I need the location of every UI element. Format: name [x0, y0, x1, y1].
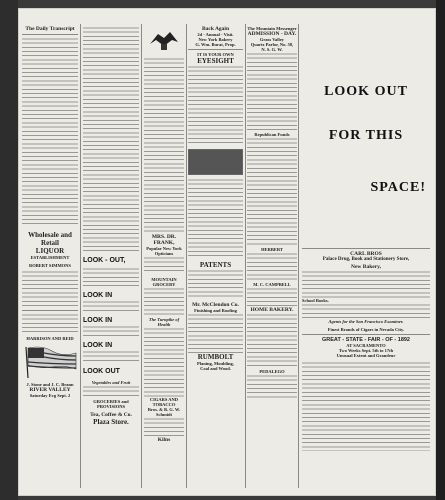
- liquor-word: LIQUOR: [35, 247, 65, 255]
- eyesight-heading: EYESIGHT: [197, 57, 234, 65]
- groceries-provisions: GROCERIES and PROVISIONS: [93, 399, 129, 409]
- article-text: [247, 52, 297, 132]
- ad-text: [83, 267, 139, 289]
- ad-text: [22, 270, 78, 308]
- space-ad: SPACE!: [370, 180, 426, 195]
- look-out-ad: LOOK OUT: [324, 84, 408, 99]
- kilns: Kilns: [157, 437, 171, 443]
- new-york-bakery: New York Bakery: [198, 37, 233, 42]
- ad-text: [144, 417, 184, 437]
- ad-text: [188, 269, 243, 299]
- column-2: [83, 26, 139, 488]
- republican-funds: Republican Funds: [254, 132, 290, 137]
- column-rule: [245, 24, 246, 488]
- finest-cigars: Finest Brands of Cigars in Nevada City.: [327, 327, 405, 332]
- agents-examiner: Agents for the San Francisco Examiner.: [328, 319, 404, 324]
- ad-text: [302, 270, 430, 298]
- column-6: [302, 26, 430, 488]
- campbell: M. C. CAMPBELL: [253, 282, 291, 287]
- scan-left-edge: [0, 0, 18, 500]
- state-fair: GREAT - STATE - FAIR - OF - 1892: [321, 337, 410, 343]
- column-rule: [186, 24, 187, 488]
- rumbolt: RUMBOLT: [197, 353, 234, 361]
- quartz-parlor: Quartz Parlor, No. 58,: [250, 42, 294, 47]
- article-text: [302, 361, 430, 451]
- column-rule: [298, 24, 299, 488]
- liquor-title: Wholesale and Retail: [28, 231, 72, 247]
- divider: [302, 334, 430, 335]
- article-text: [188, 178, 243, 258]
- two-weeks: Two Weeks Sept. 5th to 17th: [338, 348, 394, 353]
- article-text: [247, 137, 297, 247]
- mcclendon-co: Mr. McClendon Co.: [192, 302, 239, 308]
- ad-text: [83, 300, 139, 314]
- planing-moulding: Planing, Moulding,: [197, 361, 234, 366]
- newspaper-name: The Mountain Messenger: [247, 26, 297, 31]
- unusual-extent: Unusual Extent and Grandeur: [336, 353, 396, 358]
- column-5: [247, 26, 297, 488]
- column-4: [188, 26, 243, 488]
- patents-heading: PATENTS: [199, 261, 232, 269]
- its-your-own: IT IS YOUR OWN: [197, 52, 234, 57]
- liquor-establishment: ESTABLISHMENT: [30, 255, 70, 260]
- palace-drug: Palace Drug, Book and Stationery Store,: [322, 257, 410, 262]
- ad-text: [247, 313, 297, 369]
- tea-coffee: Tea, Coffee & Co.: [90, 412, 132, 418]
- divider: [188, 49, 243, 50]
- ad-text: [247, 287, 297, 307]
- plaza-store: Plaza Store.: [93, 418, 129, 426]
- look-in-heading: LOOK IN: [83, 292, 113, 299]
- river-valley: RIVER VALLEY: [29, 387, 71, 393]
- ad-text: [247, 252, 297, 282]
- ad-text: [188, 65, 243, 145]
- divider: [22, 310, 78, 311]
- divider: [22, 34, 78, 35]
- ad-text: [22, 313, 78, 333]
- pedalego: PEDALEGO: [259, 369, 285, 374]
- building-illustration: [188, 149, 243, 175]
- ad-text: [144, 287, 184, 317]
- article-text: [144, 327, 184, 397]
- column-rule: [80, 24, 81, 488]
- annual-visit: 2d - Annual - Visit.: [197, 32, 234, 37]
- column-3: [144, 26, 184, 488]
- stone-brann: J. Stone and J. C. Brann: [26, 382, 74, 387]
- ad-text: [83, 350, 139, 364]
- ad-text: [188, 313, 243, 353]
- look-in-heading: LOOK IN: [83, 317, 113, 324]
- mrs-dr-frank: MRS. DR. FRANK,: [151, 234, 177, 246]
- eagle-illustration: [144, 26, 184, 52]
- for-this-ad: FOR THIS: [328, 128, 404, 143]
- masthead: The Daily Transcript: [25, 26, 75, 32]
- wm-burat: G. Wm. Burat, Prop.: [195, 42, 236, 47]
- harrison-reid: HARRISON AND REID: [26, 336, 74, 341]
- ad-text: [144, 256, 184, 274]
- robert-simmons: ROBERT SIMMONS: [29, 263, 71, 268]
- home-bakery: HOME BAKERY.: [250, 307, 294, 313]
- newspaper-page: [18, 8, 436, 496]
- cigars-tobacco: CIGARS AND TOBACCO: [149, 397, 179, 407]
- carl-bros: CARL BROS: [350, 251, 382, 257]
- new-bakery: New Bakery,: [351, 264, 381, 270]
- article-text: [83, 26, 139, 251]
- bros-schmidt: Bros. & B. G. W. Schmidt: [147, 407, 181, 417]
- article-text: [144, 57, 184, 232]
- mountain-grocery: MOUNTAIN GROCERY: [151, 277, 177, 287]
- ad-text: [83, 385, 139, 399]
- column-rule: [141, 24, 142, 488]
- ad-text: [247, 374, 297, 398]
- turnpike-health: The Turnpike of Health: [148, 317, 180, 327]
- column-1: [22, 26, 78, 488]
- divider: [302, 248, 430, 249]
- back-again: Back Again: [201, 26, 230, 32]
- scan-right-edge: [436, 0, 445, 500]
- coal-wood: Coal and Wood.: [200, 366, 231, 371]
- article-text: [22, 37, 78, 227]
- flag-illustration: [22, 345, 78, 379]
- saturday-line: Saturday Evg Sept. 2: [29, 393, 71, 398]
- admission-day: ADMISSION - DAY.: [247, 31, 297, 37]
- look-out-heading-2: LOOK OUT: [83, 368, 120, 375]
- nsgw: N. S. G. W.: [261, 47, 283, 52]
- grass-valley: Grass Valley: [259, 37, 285, 42]
- ad-text: [302, 303, 430, 319]
- sacramento: AT SACRAMENTO: [346, 343, 386, 348]
- look-in-heading: LOOK IN: [83, 342, 113, 349]
- vegetables-fruit: Vegetables and Fruit: [91, 380, 131, 385]
- ad-text: [83, 325, 139, 339]
- herbert: HERBERT: [261, 247, 283, 252]
- opticians: Popular New York Opticians: [146, 246, 182, 256]
- school-books: School Books.: [302, 298, 329, 303]
- look-out-heading: LOOK - OUT,: [83, 257, 126, 264]
- finishing-roofing: Finishing and Roofing: [194, 308, 237, 313]
